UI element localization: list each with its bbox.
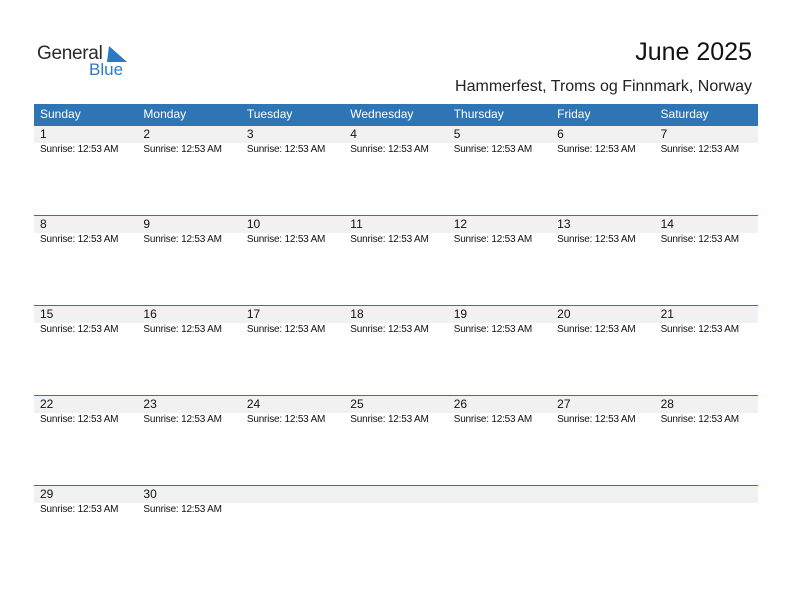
- day-number: 21: [660, 307, 674, 321]
- day-number: 30: [143, 487, 157, 501]
- day-number: 28: [660, 397, 674, 411]
- day-sunrise: Sunrise: 12:53 AM: [453, 324, 533, 335]
- weekday-sunday: Sunday: [40, 107, 81, 121]
- day-sunrise: Sunrise: 12:53 AM: [143, 324, 222, 335]
- day-cell: [241, 125, 344, 215]
- day-sunrise: Sunrise: 12:53 AM: [350, 144, 429, 155]
- day-number: 7: [660, 127, 668, 141]
- day-number: 2: [143, 127, 151, 141]
- day-number: 29: [40, 487, 54, 501]
- day-sunrise: Sunrise: 12:53 AM: [40, 504, 119, 515]
- week-row: [34, 125, 758, 215]
- day-sunrise: Sunrise: 12:53 AM: [40, 144, 119, 155]
- day-sunrise: Sunrise: 12:53 AM: [246, 324, 326, 335]
- day-sunrise: Sunrise: 12:53 AM: [246, 414, 326, 425]
- day-sunrise: Sunrise: 12:53 AM: [557, 324, 636, 335]
- day-number: 14: [660, 217, 674, 231]
- day-sunrise: Sunrise: 12:53 AM: [143, 234, 222, 245]
- day-number: 19: [453, 307, 468, 321]
- day-cell: [551, 215, 654, 305]
- day-sunrise: Sunrise: 12:53 AM: [453, 234, 533, 245]
- day-cell: [241, 215, 344, 305]
- day-sunrise: Sunrise: 12:53 AM: [557, 414, 636, 425]
- day-cell: [344, 305, 447, 395]
- day-cell: [655, 215, 758, 305]
- day-cell: [551, 125, 654, 215]
- week-row: [34, 305, 758, 395]
- day-number: 16: [143, 307, 157, 321]
- day-cell: [655, 485, 758, 575]
- weekday-thursday: Thursday: [453, 107, 504, 121]
- day-sunrise: Sunrise: 12:53 AM: [350, 234, 429, 245]
- day-sunrise: Sunrise: 12:53 AM: [246, 144, 326, 155]
- weekday-tuesday: Tuesday: [246, 107, 293, 121]
- day-cell: [344, 395, 447, 485]
- day-number: 12: [453, 217, 468, 231]
- day-number: 4: [350, 127, 357, 141]
- day-number: 10: [246, 217, 261, 231]
- day-cell: [137, 395, 240, 485]
- day-number: 20: [557, 307, 571, 321]
- day-number: 11: [350, 217, 363, 231]
- week-row: [34, 395, 758, 485]
- day-number: 9: [143, 217, 151, 231]
- day-sunrise: Sunrise: 12:53 AM: [143, 144, 222, 155]
- day-sunrise: Sunrise: 12:53 AM: [660, 144, 739, 155]
- day-cell: [34, 395, 137, 485]
- day-cell: [448, 395, 551, 485]
- day-number: 5: [453, 127, 461, 141]
- day-sunrise: Sunrise: 12:53 AM: [143, 414, 222, 425]
- day-cell: [448, 215, 551, 305]
- day-number: 25: [350, 397, 364, 411]
- calendar-location: Hammerfest, Troms og Finnmark, Norway: [455, 78, 752, 95]
- day-cell: [34, 215, 137, 305]
- day-cell: [34, 305, 137, 395]
- day-sunrise: Sunrise: 12:53 AM: [143, 504, 222, 515]
- day-cell: [551, 395, 654, 485]
- day-number: 1: [40, 127, 47, 141]
- day-cell: [655, 395, 758, 485]
- day-number: 3: [246, 127, 254, 141]
- day-number: 22: [40, 397, 54, 411]
- day-sunrise: Sunrise: 12:53 AM: [40, 414, 119, 425]
- day-sunrise: Sunrise: 12:53 AM: [660, 234, 739, 245]
- day-cell: [34, 485, 137, 575]
- day-number: 15: [40, 307, 54, 321]
- weekday-friday: Friday: [557, 107, 591, 121]
- day-cell: [655, 125, 758, 215]
- day-cell: [241, 395, 344, 485]
- day-number: 6: [557, 127, 564, 141]
- logo-text-general: General: [37, 43, 103, 64]
- day-number: 23: [143, 397, 157, 411]
- day-number: 26: [453, 397, 468, 411]
- day-cell: [137, 485, 240, 575]
- day-cell: [448, 305, 551, 395]
- logo: [37, 43, 137, 83]
- day-sunrise: Sunrise: 12:53 AM: [40, 234, 119, 245]
- day-sunrise: Sunrise: 12:53 AM: [557, 234, 636, 245]
- day-sunrise: Sunrise: 12:53 AM: [557, 144, 636, 155]
- day-cell: [448, 125, 551, 215]
- weekday-wednesday: Wednesday: [350, 107, 414, 121]
- day-cell: [551, 305, 654, 395]
- day-number: 18: [350, 307, 364, 321]
- day-number: 17: [246, 307, 261, 321]
- calendar-title: June 2025: [635, 38, 752, 66]
- weekday-saturday: Saturday: [660, 107, 709, 121]
- week-row: [34, 485, 758, 575]
- day-sunrise: Sunrise: 12:53 AM: [453, 414, 533, 425]
- day-cell: [241, 485, 344, 575]
- day-cell: [137, 125, 240, 215]
- day-sunrise: Sunrise: 12:53 AM: [246, 234, 326, 245]
- logo-text-blue: Blue: [89, 60, 124, 79]
- day-sunrise: Sunrise: 12:53 AM: [40, 324, 119, 335]
- day-sunrise: Sunrise: 12:53 AM: [660, 414, 739, 425]
- day-sunrise: Sunrise: 12:53 AM: [660, 324, 739, 335]
- week-row: [34, 215, 758, 305]
- weekday-monday: Monday: [143, 107, 187, 121]
- day-cell: [448, 485, 551, 575]
- day-cell: [344, 215, 447, 305]
- day-number: 24: [246, 397, 261, 411]
- weekday-header: [34, 104, 758, 125]
- day-number: 27: [557, 397, 571, 411]
- day-sunrise: Sunrise: 12:53 AM: [350, 324, 429, 335]
- day-cell: [344, 125, 447, 215]
- day-cell: [344, 485, 447, 575]
- day-number: 13: [557, 217, 571, 231]
- day-sunrise: Sunrise: 12:53 AM: [350, 414, 429, 425]
- day-number: 8: [40, 217, 47, 231]
- day-cell: [34, 125, 137, 215]
- day-cell: [551, 485, 654, 575]
- day-cell: [137, 215, 240, 305]
- day-cell: [241, 305, 344, 395]
- day-cell: [655, 305, 758, 395]
- day-cell: [137, 305, 240, 395]
- day-sunrise: Sunrise: 12:53 AM: [453, 144, 533, 155]
